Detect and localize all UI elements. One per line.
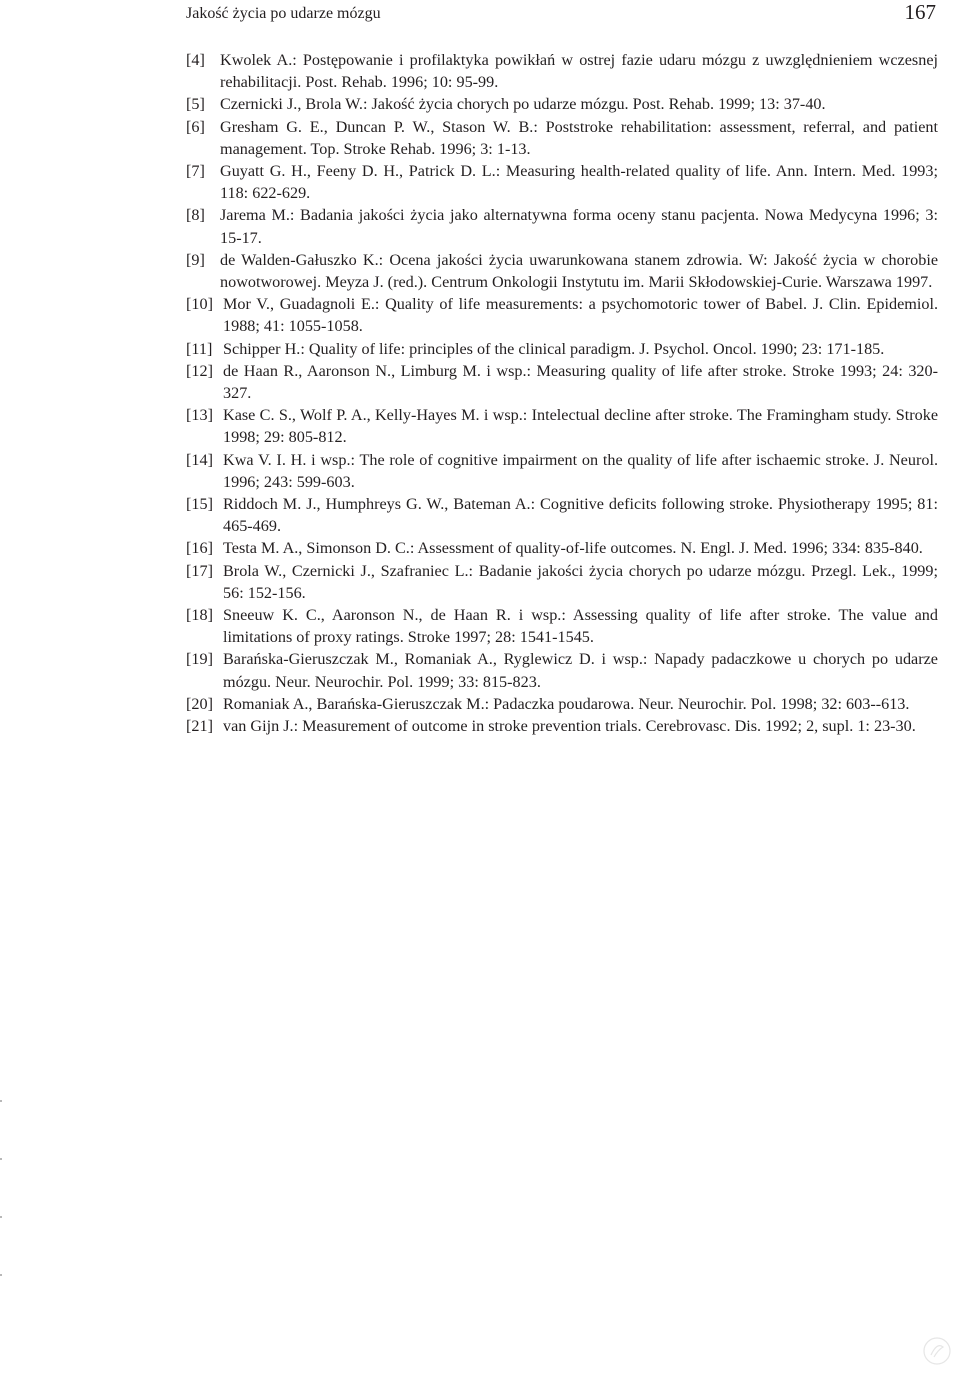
- reference-item: [186, 93, 938, 115]
- reference-item: [186, 449, 938, 493]
- reference-text: de Walden-Gałuszko K.: Ocena jakości życia uwarunkowana stanem zdrowia. W: Jakość życia w chorobie nowotworowej. Meyza J. (red.). Centrum Onkologii Instytutu im. Marii Skłodowskiej-Curie. Warszawa 1997.: [220, 250, 938, 292]
- reference-number: [10]: [186, 295, 213, 314]
- reference-number: [6]: [186, 117, 205, 136]
- reference-text: Testa M. A., Simonson D. C.: Assessment of quality-of-life outcomes. N. Engl. J. Med. 1996; 334: 835-840.: [223, 539, 923, 558]
- reference-number: [15]: [186, 495, 213, 514]
- reference-item: [186, 116, 938, 160]
- reference-text: Jarema M.: Badania jakości życia jako alternatywna forma oceny stanu pacjenta. Nowa Medycyna 1996; 3: 15-17.: [220, 206, 938, 247]
- reference-text: Barańska-Gieruszczak M., Romaniak A., Ryglewicz D. i wsp.: Napady padaczkowe u chorych po udarze mózgu. Neur. Neurochir. Pol. 1999; 33: 815-823.: [223, 650, 938, 691]
- reference-item: [186, 249, 938, 293]
- reference-number: [4]: [186, 51, 205, 69]
- reference-text: Mor V., Guadagnoli E.: Quality of life measurements: a psychomotoric tower of Babel. J. Clin. Epidemiol. 1988; 41: 1055-1058.: [223, 295, 938, 336]
- reference-item: [186, 360, 938, 404]
- reference-text: Brola W., Czernicki J., Szafraniec L.: Badanie jakości życia chorych po udarze mózgu. Przegl. Lek., 1999; 56: 152-156.: [223, 561, 938, 602]
- reference-number: [7]: [186, 162, 205, 181]
- reference-item: [186, 493, 938, 537]
- reference-number: [16]: [186, 539, 213, 558]
- reference-item: [186, 160, 938, 204]
- reference-text: Kwolek A.: Postępowanie i profilaktyka powikłań w ostrej fazie udaru mózgu z uwzględnieniem wczesnej rehabilitacji. Post. Rehab. 1996; 10: 95-99.: [220, 51, 938, 92]
- watermark-logo-icon: [922, 1336, 952, 1366]
- margin-dot: [0, 1100, 2, 1102]
- reference-number: [19]: [186, 650, 213, 669]
- reference-item: [186, 560, 938, 604]
- reference-text: Sneeuw K. C., Aaronson N., de Haan R. i wsp.: Assessing quality of life after stroke. The value and limitations of proxy ratings. Stroke 1997; 28: 1541-1545.: [223, 606, 938, 647]
- reference-item: [186, 693, 938, 715]
- reference-number: [9]: [186, 250, 205, 269]
- reference-list: [186, 49, 938, 737]
- reference-text: Schipper H.: Quality of life: principles of the clinical paradigm. J. Psychol. Oncol. 1990; 23: 171-185.: [223, 339, 885, 358]
- reference-number: [12]: [186, 361, 213, 380]
- reference-text: Czernicki J., Brola W.: Jakość życia chorych po udarze mózgu. Post. Rehab. 1999; 13: 37-40.: [220, 95, 826, 114]
- page-number: 167: [904, 0, 936, 24]
- reference-text: Romaniak A., Barańska-Gieruszczak M.: Padaczka poudarowa. Neur. Neurochir. Pol. 1998; 32: 603--613.: [223, 694, 910, 713]
- reference-text: van Gijn J.: Measurement of outcome in stroke prevention trials. Cerebrovasc. Dis. 1992; 2, supl. 1: 23-30.: [223, 717, 916, 736]
- reference-text: Kwa V. I. H. i wsp.: The role of cognitive impairment on the quality of life after ischaemic stroke. J. Neurol. 1996; 243: 599-603.: [223, 450, 938, 491]
- reference-number: [13]: [186, 406, 213, 425]
- reference-item: [186, 49, 938, 93]
- reference-item: [186, 204, 938, 248]
- margin-dots: [0, 1100, 6, 1332]
- reference-item: [186, 404, 938, 448]
- reference-item: [186, 338, 938, 360]
- reference-number: [11]: [186, 339, 213, 358]
- margin-dot: [0, 1158, 2, 1160]
- reference-number: [5]: [186, 95, 205, 114]
- reference-number: [14]: [186, 450, 213, 469]
- reference-number: [8]: [186, 206, 205, 225]
- reference-number: [20]: [186, 694, 213, 713]
- reference-text: Gresham G. E., Duncan P. W., Stason W. B.: Poststroke rehabilitation: assessment, referral, and patient management. Top. Stroke Rehab. 1996; 3: 1-13.: [220, 117, 938, 158]
- reference-item: [186, 537, 938, 559]
- margin-dot: [0, 1274, 2, 1276]
- reference-item: [186, 648, 938, 692]
- margin-dot: [0, 1216, 2, 1218]
- running-title: Jakość życia po udarze mózgu: [186, 5, 381, 22]
- reference-number: [17]: [186, 561, 213, 580]
- reference-number: [21]: [186, 717, 213, 736]
- reference-number: [18]: [186, 606, 213, 625]
- reference-text: Kase C. S., Wolf P. A., Kelly-Hayes M. i wsp.: Intelectual decline after stroke. The Framingham study. Stroke 1998; 29: 805-812.: [223, 406, 938, 447]
- reference-text: Riddoch M. J., Humphreys G. W., Bateman A.: Cognitive deficits following stroke. Physiotherapy 1995; 81: 465-469.: [223, 495, 938, 536]
- reference-item: [186, 604, 938, 648]
- reference-item: [186, 293, 938, 337]
- reference-text: Guyatt G. H., Feeny D. H., Patrick D. L.: Measuring health-related quality of life. Ann. Intern. Med. 1993; 118: 622-629.: [220, 162, 938, 203]
- reference-text: de Haan R., Aaronson N., Limburg M. i wsp.: Measuring quality of life after stroke. Stroke 1993; 24: 320-327.: [223, 361, 938, 403]
- reference-item: [186, 715, 938, 737]
